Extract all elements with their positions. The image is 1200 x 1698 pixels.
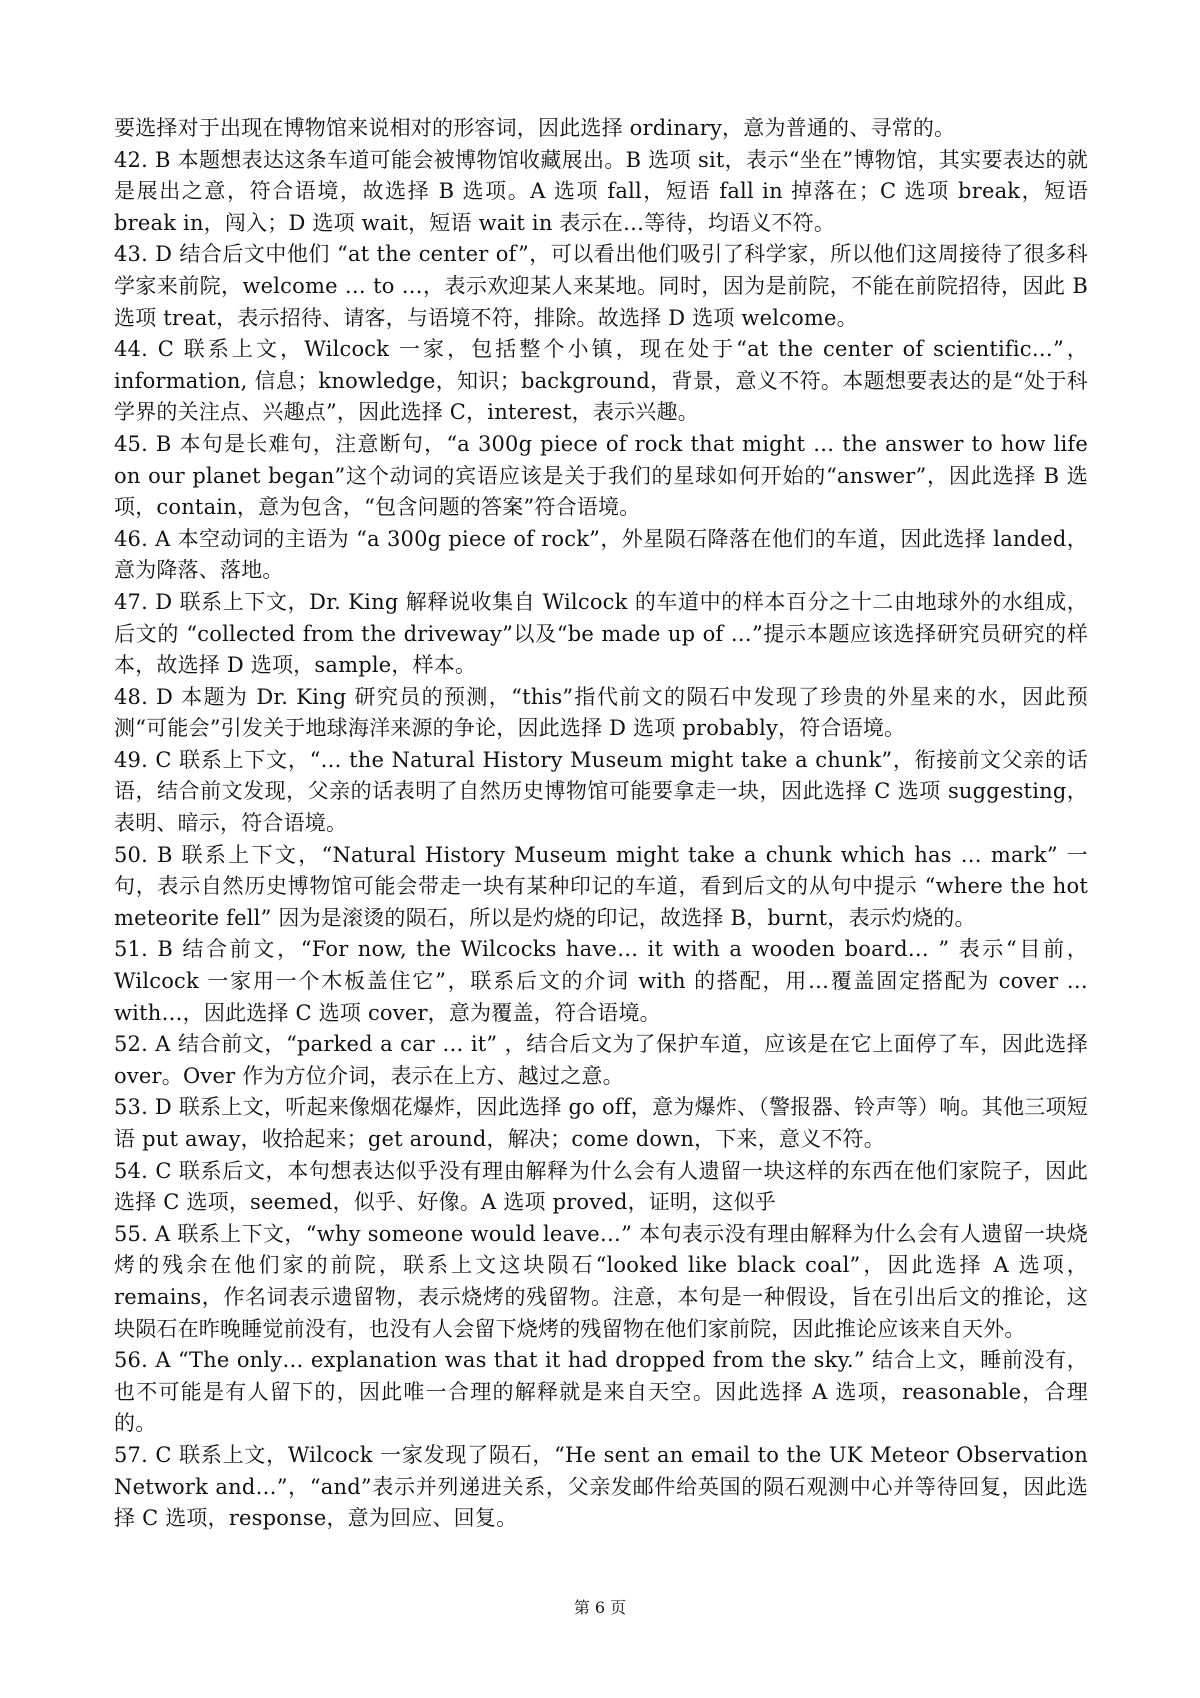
answer-explanations [114,113,1088,1535]
explanation-49: 49. C 联系上下文，“… the Natural History Museum might take a chunk”，衔接前文父亲的话语，结合前文发现，父亲的话表明了自然历史博物馆可能要拿走一块，因此选择 C 选项 suggesting，表明、暗示，符合语境。 [114,747,1088,836]
explanation-44: 44. C 联系上文，Wilcock 一家，包括整个小镇，现在处于“at the center of scientific…”，information, 信息；knowledge，知识；background，背景，意义不符。本题想要表达的是“处于科学界的关注点、兴趣点”，因此选择 C，interest，表示兴趣。 [114,337,1088,425]
explanation-47: 47. D 联系上下文，Dr. King 解释说收集自 Wilcock 的车道中的样本百分之十二由地球外的水组成，后文的 “collected from the driveway”以及“be made up of …”提示本题应该选择研究员研究的样本，故选择 D 选项，sample，样本。 [114,589,1088,678]
explanation-43: 43. D 结合后文中他们 “at the center of”，可以看出他们吸引了科学家，所以他们这周接待了很多科学家来前院，welcome … to …，表示欢迎某人来某地。同时，因为是前院，不能在前院招待，因此 B 选项 treat，表示招待、请客，与语境不符，排除。故选择 D 选项 welcome。 [114,242,1088,330]
explanation-54: 54. C 联系后文，本句想表达似乎没有理由解释为什么会有人遗留一块这样的东西在他们家院子，因此选择 C 选项，seemed，似乎、好像。A 选项 proved，证明，这似乎 [114,1158,1088,1215]
explanation-53: 53. D 联系上文，听起来像烟花爆炸，因此选择 go off，意为爆炸、（警报器、铃声等）响。其他三项短语 put away，收拾起来；get around，解决；come down，下来，意义不符。 [114,1095,1088,1151]
explanation-55: 55. A 联系上下文，“why someone would leave…” 本句表示没有理由解释为什么会有人遗留一块烧烤的残余在他们家的前院，联系上文这块陨石“looked like black coal”，因此选择 A 选项，remains，作名词表示遗留物，表示烧烤的残留物。注意，本句是一种假设，旨在引出后文的推论，这块陨石在昨晚睡觉前没有，也没有人会留下烧烤的残留物在他们家前院，因此推论应该来自天外。 [114,1221,1088,1341]
page-number: 第 6 页 [573,1598,627,1617]
explanation-45: 45. B 本句是长难句，注意断句，“a 300g piece of rock that might … the answer to how life on our planet began”这个动词的宾语应该是关于我们的星球如何开始的“answer”，因此选择 B 选项，contain，意为包含，“包含问题的答案”符合语境。 [114,431,1088,520]
paragraph-continuation: 要选择对于出现在博物馆来说相对的形容词，因此选择 ordinary，意为普通的、寻常的。 [114,116,956,140]
explanation-51: 51. B 结合前文，“For now, the Wilcocks have… it with a wooden board… ” 表示“目前，Wilcock 一家用一个木板盖住它”，联系后文的介词 with 的搭配，用…覆盖固定搭配为 cover … with…，因此选择 C 选项 cover，意为覆盖，符合语境。 [114,937,1088,1025]
explanation-48: 48. D 本题为 Dr. King 研究员的预测，“this”指代前文的陨石中发现了珍贵的外星来的水，因此预测“可能会”引发关于地球海洋来源的争论，因此选择 D 选项 probably，符合语境。 [114,684,1088,741]
explanation-52: 52. A 结合前文，“parked a car … it” ，结合后文为了保护车道，应该是在它上面停了车，因此选择 over。Over 作为方位介词，表示在上方、越过之意。 [114,1032,1088,1088]
explanation-57: 57. C 联系上文，Wilcock 一家发现了陨石，“He sent an email to the UK Meteor Observation Network and…”，“and”表示并列递进关系，父亲发邮件给英国的陨石观测中心并等待回复，因此选择 C 选项，response，意为回应、回复。 [114,1442,1088,1531]
explanation-42: 42. B 本题想表达这条车道可能会被博物馆收藏展出。B 选项 sit，表示“坐在”博物馆，其实要表达的就是展出之意，符合语境，故选择 B 选项。A 选项 fall，短语 fall in 掉落在；C 选项 break，短语 break in，闯入；D 选项 wait，短语 wait in 表示在…等待，均语义不符。 [114,147,1088,235]
explanation-46: 46. A 本空动词的主语为 “a 300g piece of rock”，外星陨石降落在他们的车道，因此选择 landed，意为降落、落地。 [114,526,1088,583]
explanation-56: 56. A “The only… explanation was that it had dropped from the sky.” 结合上文，睡前没有，也不可能是有人留下的，因此唯一合理的解释就是来自天空。因此选择 A 选项，reasonable，合理的。 [114,1348,1088,1436]
explanation-50: 50. B 联系上下文，“Natural History Museum might take a chunk which has … mark” 一句，表示自然历史博物馆可能会带走一块有某种印记的车道，看到后文的从句中提示 “where the hot meteorite fell” 因为是滚烫的陨石，所以是灼烧的印记，故选择 B，burnt，表示灼烧的。 [114,842,1088,930]
